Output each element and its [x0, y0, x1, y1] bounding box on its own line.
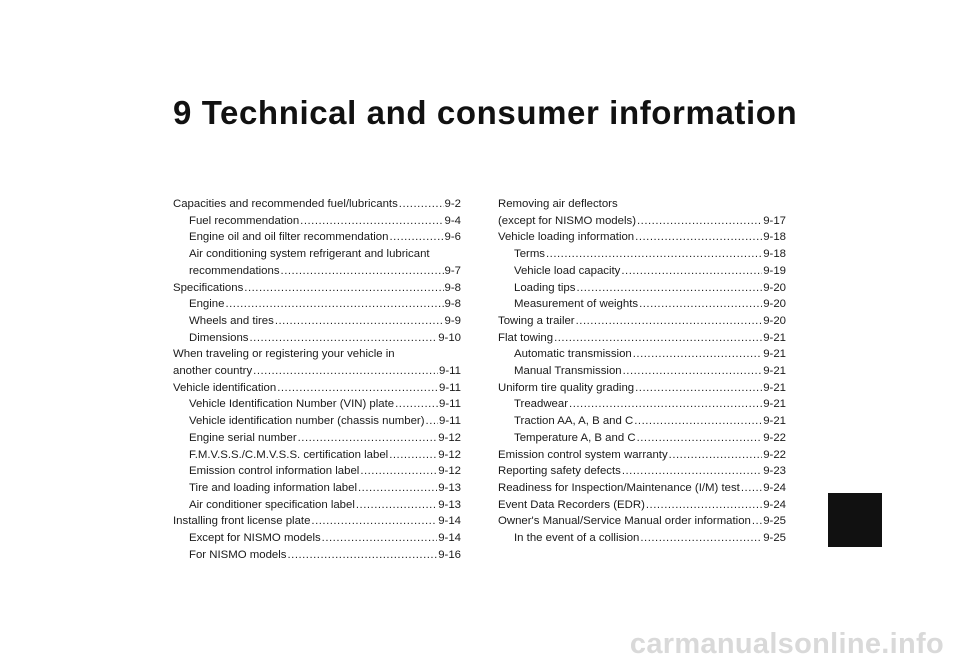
toc-dot-leader	[395, 396, 438, 413]
toc-dot-leader	[244, 280, 443, 297]
toc-dot-leader	[275, 313, 444, 330]
toc-entry[interactable]	[498, 229, 786, 246]
toc-page-number: 9-2	[444, 198, 461, 210]
toc-entry[interactable]	[498, 463, 786, 480]
toc-entry[interactable]	[498, 346, 786, 363]
toc-dot-leader	[634, 413, 762, 430]
toc-entry-title: recommendations	[189, 264, 280, 277]
toc-page-number: 9-11	[439, 415, 461, 428]
toc-dot-leader	[623, 363, 763, 380]
toc-entry-title: Towing a trailer	[498, 314, 575, 327]
toc-page-number: 9-19	[763, 264, 786, 277]
toc-dot-leader	[250, 330, 438, 347]
toc-entry-title: Emission control system warranty	[498, 448, 668, 461]
toc-entry-title: Engine oil and oil filter recommendation	[189, 231, 389, 244]
toc-page-number: 9-8	[444, 298, 461, 311]
toc-dot-leader	[640, 530, 762, 547]
toc-entry[interactable]	[173, 346, 461, 379]
toc-dot-leader	[389, 229, 443, 246]
toc-entry-title: Except for NISMO models	[189, 532, 321, 545]
toc-dot-leader	[752, 513, 762, 530]
toc-page-number: 9-11	[439, 381, 461, 394]
toc-entry[interactable]	[498, 530, 786, 547]
toc-entry[interactable]	[498, 246, 786, 263]
toc-entry[interactable]	[173, 380, 461, 397]
toc-entry-title: Engine serial number	[189, 431, 297, 444]
toc-entry[interactable]	[498, 447, 786, 464]
toc-entry[interactable]	[173, 296, 461, 313]
toc-page-number: 9-23	[763, 465, 786, 478]
toc-entry[interactable]	[173, 463, 461, 480]
toc-page-number: 9-21	[763, 415, 786, 428]
toc-dot-leader	[639, 296, 762, 313]
toc-page-number: 9-18	[763, 231, 786, 244]
toc-page-number: 9-9	[444, 314, 461, 327]
toc-entry[interactable]	[173, 480, 461, 497]
toc-page-number: 9-21	[763, 365, 786, 378]
toc-entry[interactable]	[173, 330, 461, 347]
toc-page-number: 9-21	[763, 348, 786, 361]
toc-entry-title: Traction AA, A, B and C	[514, 415, 634, 428]
toc-entry-title: Terms	[514, 248, 546, 261]
toc-left-column	[173, 196, 461, 563]
toc-entry-title: Event Data Recorders (EDR)	[498, 498, 645, 511]
toc-entry-title: Air conditioner specification label	[189, 498, 355, 511]
toc-entry[interactable]	[173, 413, 461, 430]
toc-entry-title: In the event of a collision	[514, 532, 640, 545]
toc-dot-leader	[741, 480, 762, 497]
toc-entry-title-line: When traveling or registering your vehicle in	[173, 348, 395, 361]
toc-page-number: 9-12	[438, 448, 461, 461]
toc-entry-title: Dimensions	[189, 331, 249, 344]
toc-page-number: 9-12	[438, 465, 461, 478]
toc-dot-leader	[287, 547, 437, 564]
toc-entry[interactable]	[498, 480, 786, 497]
toc-entry[interactable]	[173, 313, 461, 330]
toc-dot-leader	[358, 480, 437, 497]
toc-dot-leader	[225, 296, 443, 313]
toc-entry-title: Temperature A, B and C	[514, 431, 636, 444]
toc-entry[interactable]	[173, 547, 461, 564]
toc-dot-leader	[277, 380, 438, 397]
toc-dot-leader	[311, 513, 437, 530]
toc-page-number: 9-17	[763, 214, 786, 227]
toc-dot-leader	[635, 229, 762, 246]
toc-page-number: 9-20	[763, 298, 786, 311]
toc-entry-title: Vehicle Identification Number (VIN) plate	[189, 398, 395, 411]
toc-entry-title: Readiness for Inspection/Maintenance (I/M) test	[498, 481, 740, 494]
toc-entry-title: Wheels and tires	[189, 314, 274, 327]
toc-entry-title: Vehicle identification	[173, 381, 277, 394]
toc-dot-leader	[621, 263, 762, 280]
toc-entry-title-line: Removing air deflectors	[498, 198, 618, 210]
toc-entry-title: F.M.V.S.S./C.M.V.S.S. certification label	[189, 448, 389, 461]
toc-dot-leader	[426, 413, 439, 430]
toc-dot-leader	[576, 313, 763, 330]
toc-entry-title: Installing front license plate	[173, 515, 311, 528]
toc-page-number: 9-12	[438, 431, 461, 444]
toc-dot-leader	[546, 246, 762, 263]
toc-page-number: 9-14	[438, 532, 461, 545]
toc-entry[interactable]	[173, 280, 461, 297]
toc-dot-leader	[360, 463, 437, 480]
toc-entry-title: Owner's Manual/Service Manual order information	[498, 515, 751, 528]
toc-entry-title: Vehicle loading information	[498, 231, 635, 244]
toc-page-number: 9-22	[763, 431, 786, 444]
toc-page-number: 9-13	[438, 498, 461, 511]
toc-entry[interactable]	[498, 363, 786, 380]
toc-entry-title: Vehicle load capacity	[514, 264, 621, 277]
toc-dot-leader	[576, 280, 762, 297]
toc-dot-leader	[569, 396, 762, 413]
toc-entry-title: Emission control information label	[189, 465, 360, 478]
toc-entry[interactable]	[498, 313, 786, 330]
toc-page-number: 9-25	[763, 515, 786, 528]
toc-dot-leader	[622, 463, 762, 480]
toc-page-number: 9-11	[439, 365, 461, 378]
toc-entry[interactable]	[498, 296, 786, 313]
toc-page-number: 9-21	[763, 331, 786, 344]
toc-dot-leader	[389, 447, 437, 464]
toc-entry[interactable]	[173, 447, 461, 464]
toc-page-number: 9-4	[444, 214, 461, 227]
toc-entry[interactable]	[498, 513, 786, 530]
toc-entry-title: Fuel recommendation	[189, 214, 300, 227]
toc-page-number: 9-21	[763, 398, 786, 411]
toc-entry-title: (except for NISMO models)	[498, 214, 636, 227]
toc-entry-title: Loading tips	[514, 281, 576, 294]
toc-entry-title: Vehicle identification number (chassis number)	[189, 415, 425, 428]
toc-right-column	[498, 196, 786, 547]
toc-entry-title: Measurement of weights	[514, 298, 639, 311]
toc-entry[interactable]	[498, 430, 786, 447]
toc-page-number: 9-7	[444, 264, 461, 277]
toc-entry-title: Reporting safety defects	[498, 465, 621, 478]
watermark: carmanualsonline.info	[629, 628, 944, 660]
toc-page-number: 9-10	[438, 331, 461, 344]
toc-page-number: 9-14	[438, 515, 461, 528]
toc-dot-leader	[637, 213, 762, 230]
toc-entry-title: Automatic transmission	[514, 348, 632, 361]
toc-page-number: 9-16	[438, 548, 461, 561]
toc-entry[interactable]	[173, 497, 461, 514]
toc-page-number: 9-6	[444, 231, 461, 244]
toc-dot-leader	[253, 363, 438, 380]
toc-dot-leader	[300, 213, 443, 230]
toc-entry[interactable]	[498, 330, 786, 347]
toc-entry[interactable]	[173, 513, 461, 530]
toc-entry-title: Specifications	[173, 281, 244, 294]
toc-page-number: 9-20	[763, 281, 786, 294]
toc-dot-leader	[633, 346, 762, 363]
chapter-tab-marker	[828, 493, 882, 547]
toc-dot-leader	[635, 380, 762, 397]
toc-entry-title: Tire and loading information label	[189, 481, 358, 494]
toc-page-number: 9-24	[763, 481, 786, 494]
toc-dot-leader	[322, 530, 438, 547]
toc-entry-title: Engine	[189, 298, 225, 311]
toc-entry[interactable]	[498, 196, 786, 229]
toc-dot-leader	[399, 196, 444, 213]
toc-entry[interactable]	[498, 497, 786, 514]
toc-entry-title-line: Air conditioning system refrigerant and lubricant	[189, 248, 430, 261]
toc-page-number: 9-24	[763, 498, 786, 511]
toc-dot-leader	[281, 263, 444, 280]
toc-entry-title: Flat towing	[498, 331, 554, 344]
toc-entry[interactable]	[173, 196, 461, 213]
toc-dot-leader	[554, 330, 762, 347]
toc-page-number: 9-11	[439, 398, 461, 411]
toc-entry-title: another country	[173, 365, 253, 378]
toc-dot-leader	[646, 497, 762, 514]
toc-dot-leader	[356, 497, 437, 514]
chapter-title: 9 Technical and consumer information	[173, 94, 798, 131]
toc-entry[interactable]	[498, 380, 786, 397]
toc-entry[interactable]	[498, 280, 786, 297]
toc-entry-title: For NISMO models	[189, 548, 287, 561]
toc-entry[interactable]	[173, 530, 461, 547]
toc-entry-title: Capacities and recommended fuel/lubricants	[173, 198, 398, 210]
toc-page-number: 9-20	[763, 314, 786, 327]
toc-entry[interactable]	[498, 396, 786, 413]
toc-page-number: 9-22	[763, 448, 786, 461]
toc-entry[interactable]	[498, 263, 786, 280]
toc-page-number: 9-13	[438, 481, 461, 494]
toc-entry[interactable]	[498, 413, 786, 430]
toc-entry[interactable]	[173, 229, 461, 246]
toc-entry[interactable]	[173, 213, 461, 230]
toc-entry[interactable]	[173, 430, 461, 447]
toc-page-number: 9-25	[763, 532, 786, 545]
toc-dot-leader	[298, 430, 438, 447]
toc-page-number: 9-18	[763, 248, 786, 261]
toc-entry[interactable]	[173, 246, 461, 279]
toc-entry[interactable]	[173, 396, 461, 413]
toc-page-number: 9-21	[763, 381, 786, 394]
toc-page-number: 9-8	[444, 281, 461, 294]
toc-dot-leader	[669, 447, 763, 464]
toc-dot-leader	[637, 430, 763, 447]
toc-entry-title: Treadwear	[514, 398, 569, 411]
toc-entry-title: Uniform tire quality grading	[498, 381, 635, 394]
toc-entry-title: Manual Transmission	[514, 365, 622, 378]
